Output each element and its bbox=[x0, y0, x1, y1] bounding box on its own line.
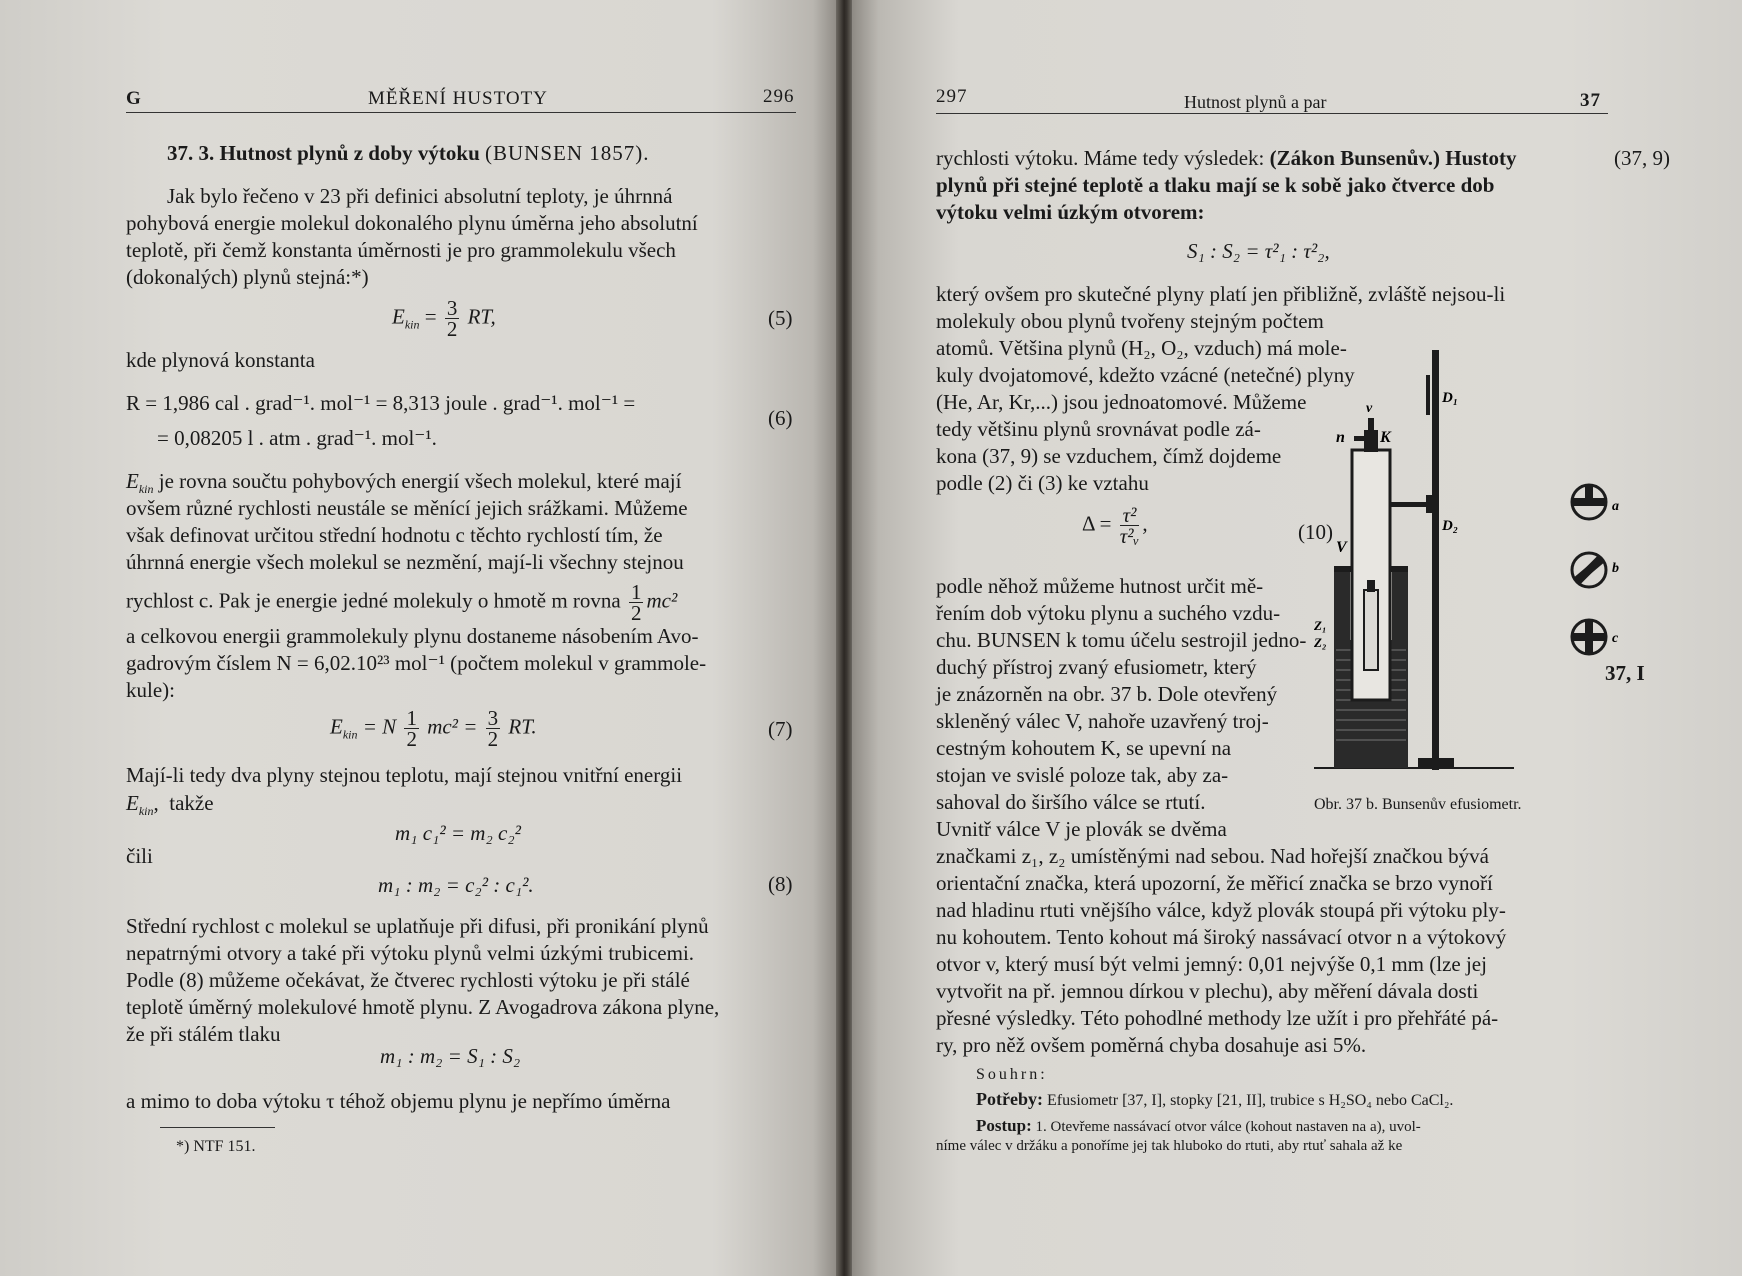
figure-label-z2: Z₂ bbox=[1314, 635, 1327, 650]
para2-line: kule): bbox=[126, 678, 175, 702]
right-page-number: 297 bbox=[936, 86, 968, 107]
right-para4-line: značkami z₁, z₂ umístěnými nad sebou. Nad hořejší značkou bývá bbox=[936, 844, 1489, 868]
equation-9: S₁ : S₂ = τ²₁ : τ²₂, bbox=[1187, 239, 1330, 263]
right-para3-line: podle něhož můžeme hutnost určit mě- bbox=[936, 574, 1264, 598]
law-line: výtoku velmi úzkým otvorem: bbox=[936, 200, 1205, 224]
equation-7: $E_{kin} = N$ $\frac{1}{2}$ mc² = $\frac{3}{2}$ RT. bbox=[330, 706, 537, 751]
right-para4-line: orientační značka, která upozorní, že měřicí značka se brzo vynoří bbox=[936, 871, 1493, 895]
right-para2-line: kuly dvojatomové, kdežto vzácné (netečné) plyny bbox=[936, 363, 1355, 387]
right-para3-line: chu. BUNSEN k tomu účelu sestrojil jedno- bbox=[936, 628, 1307, 652]
para4-line: Podle (8) můžeme očekávat, že čtverec rychlosti výtoku je při stálé bbox=[126, 968, 690, 992]
para3-line: $E_{kin}$, takže bbox=[126, 791, 214, 819]
eq-label-6: (6) bbox=[768, 406, 793, 430]
right-para4-line: ry, pro něž ovšem poměrná chyba dosahuje asi 5%. bbox=[936, 1033, 1367, 1057]
right-para3-line: skleněný válec V, nahoře uzavřený troj- bbox=[936, 709, 1269, 733]
right-para2-line: kona (37, 9) se vzduchem, čímž dojdeme bbox=[936, 444, 1282, 468]
right-para4-line: vytvořit na př. jemnou dírkou v plechu), aby měření dávala dosti bbox=[936, 979, 1479, 1003]
figure-label-k: K bbox=[1380, 429, 1391, 446]
para2-line: však definovat určitou střední hodnotu c těchto rychlostí tím, že bbox=[126, 523, 663, 547]
left-header-letter: G bbox=[126, 88, 142, 109]
left-header-title: MĚŘENÍ HUSTOTY bbox=[368, 88, 548, 109]
right-page bbox=[852, 0, 1742, 1276]
right-para3-line: duchý přístroj zvaný efusiometr, který bbox=[936, 655, 1257, 679]
para2-line: rychlost c. Pak je energie jedné molekuly o hmotě m rovna $\frac{1}{2}$ mc² bbox=[126, 580, 678, 625]
left-header-rule bbox=[126, 112, 796, 113]
left-page-number: 296 bbox=[763, 86, 795, 107]
gas-constant-intro: kde plynová konstanta bbox=[126, 348, 315, 372]
equation-6-line2: = 0,08205 l . atm . grad⁻¹. mol⁻¹. bbox=[157, 426, 437, 450]
para2-line: a celkovou energii grammolekuly plynu dostaneme násobením Avo- bbox=[126, 624, 699, 648]
para2-line: gadrovým číslem N = 6,02.10²³ mol⁻¹ (počtem molekul v grammole- bbox=[126, 651, 707, 675]
figure-label-v: v bbox=[1366, 401, 1373, 416]
right-para2-line: podle (2) či (3) ke vztahu bbox=[936, 471, 1149, 495]
summary-potreby: Potřeby: Efusiometr [37, I], stopky [21, II], trubice s H₂SO₄ nebo CaCl₂. bbox=[976, 1089, 1454, 1109]
right-para2-line: tedy většinu plynů srovnávat podle zá- bbox=[936, 417, 1261, 441]
para1-line: teplotě, při čemž konstanta úměrnosti je pro grammolekulu všech bbox=[126, 238, 676, 262]
summary-postup-line: níme válec v držáku a ponoříme jej tak hluboko do rtuti, aby rtuť sahala až ke bbox=[936, 1138, 1403, 1154]
footnote: *) NTF 151. bbox=[176, 1138, 256, 1155]
summary-postup: Postup: 1. Otevřeme nassávací otvor válce (kohout nastaven na a), uvol- bbox=[976, 1116, 1421, 1135]
right-para4-line: otvor v, který musí být velmi jemný: 0,01 nejvýše 0,1 mm (lze jej bbox=[936, 952, 1487, 976]
section-source: (BUNSEN 1857). bbox=[485, 141, 650, 165]
equation-m: m₁ c₁² = m₂ c₂² bbox=[395, 821, 521, 845]
para2-line: ovšem různé rychlosti neustále se měnící jejich srážkami. Můžeme bbox=[126, 496, 688, 520]
figure-label-d1: D₁ bbox=[1442, 390, 1459, 406]
footnote-rule bbox=[160, 1127, 275, 1128]
summary-heading: Souhrn: bbox=[976, 1066, 1048, 1083]
right-header-rule bbox=[936, 113, 1608, 114]
figure-label-v-cylinder: V bbox=[1336, 539, 1347, 556]
right-para4-line: nad hladinu rtuti vnějšího válce, když plovák stoupá při výtoku ply- bbox=[936, 898, 1506, 922]
valve-position-c-icon bbox=[1572, 620, 1606, 654]
section-number: 37. 3. bbox=[167, 141, 215, 165]
stopcock bbox=[1364, 430, 1378, 452]
left-page bbox=[0, 0, 838, 1276]
float bbox=[1364, 590, 1378, 670]
section-heading bbox=[167, 140, 650, 167]
right-header-title: Hutnost plynů a par bbox=[1184, 92, 1327, 112]
para5-line: a mimo to doba výtoku τ téhož objemu plynu je nepřímo úměrna bbox=[126, 1089, 671, 1113]
right-para3-line: řením dob výtoku plynu a suchého vzdu- bbox=[936, 601, 1281, 625]
right-para3-line: sahoval do širšího válce se rtutí. bbox=[936, 790, 1206, 814]
figure-label-d2: D₂ bbox=[1442, 518, 1459, 534]
equation-6-line1: R = 1,986 cal . grad⁻¹. mol⁻¹ = 8,313 joule . grad⁻¹. mol⁻¹ = bbox=[126, 391, 636, 415]
para4-line: teplotě úměrný molekulové hmotě plynu. Z Avogadrova zákona plyne, bbox=[126, 995, 720, 1019]
para1-line: (dokonalých) plynů stejná:*) bbox=[126, 265, 369, 289]
para4-line: nepatrnými otvory a také při výtoku plynů velmi úzkými trubicemi. bbox=[126, 941, 695, 965]
efusiometer-figure bbox=[1314, 340, 1644, 780]
eq-label-10: (10) bbox=[1298, 520, 1333, 544]
right-para3-line: Uvnitř válce V je plovák se dvěma bbox=[936, 817, 1227, 841]
right-para1: rychlosti výtoku. Máme tedy výsledek: (Zákon Bunsenův.) Hustoty bbox=[936, 146, 1517, 170]
right-para3-line: cestným kohoutem K, se upevní na bbox=[936, 736, 1232, 760]
right-para2-line: který ovšem pro skutečné plyny platí jen přibližně, zvláště nejsou-li bbox=[936, 282, 1506, 306]
para1-line: pohybová energie molekul dokonalého plynu úměrna jeho absolutní bbox=[126, 211, 698, 235]
stand-rod bbox=[1432, 350, 1439, 770]
stand-base bbox=[1418, 758, 1454, 768]
figure-label-z1: Z₁ bbox=[1314, 618, 1327, 633]
right-para2-line: (He, Ar, Kr,...) jsou jednoatomové. Můžeme bbox=[936, 390, 1307, 414]
eq-label-8: (8) bbox=[768, 872, 793, 896]
law-line: plynů při stejné teplotě a tlaku mají se k sobě jako čtverce dob bbox=[936, 173, 1495, 197]
law-reference: (37, 9) bbox=[1614, 146, 1670, 170]
figure-label-a: a bbox=[1612, 499, 1619, 514]
equation-5: $E_{kin}$ = $\frac{3}{2}$ RT, bbox=[392, 296, 496, 341]
equation-8: m₁ : m₂ = c₂² : c₁². bbox=[378, 873, 534, 897]
figure-label-n: n bbox=[1336, 429, 1345, 446]
eq-label-7: (7) bbox=[768, 717, 793, 741]
figure-label-b: b bbox=[1612, 561, 1619, 576]
right-para3-line: stojan ve svislé poloze tak, aby za- bbox=[936, 763, 1229, 787]
eq-label-5: (5) bbox=[768, 306, 793, 330]
para4-line: že při stálém tlaku bbox=[126, 1022, 281, 1046]
right-para2-line: molekuly obou plynů tvořeny stejným počtem bbox=[936, 309, 1324, 333]
cili-text: čili bbox=[126, 844, 153, 868]
right-para4-line: přesné výsledky. Této pohodlné methody lze užít i pro přehřáté pá- bbox=[936, 1006, 1499, 1030]
para2-line: úhrnná energie všech molekul se nezmění, mají-li všechny stejnou bbox=[126, 550, 684, 574]
para2-line: $E_{kin}$ je rovna součtu pohybových energií všech molekul, které mají bbox=[126, 469, 682, 497]
para3-line: Mají-li tedy dva plyny stejnou teplotu, mají stejnou vnitřní energii bbox=[126, 763, 683, 787]
para1-line: Jak bylo řečeno v 23 při definici absolutní teploty, je úhrnná bbox=[167, 184, 673, 208]
right-para2-line: atomů. Většina plynů (H₂, O₂, vzduch) má mole- bbox=[936, 336, 1347, 360]
equation-10: Δ = $\frac{\text{τ²}}{\text{τ²ᵥ}}$ , bbox=[1082, 503, 1148, 548]
right-header-section: 37 bbox=[1580, 90, 1601, 111]
figure-side-label: 37, I bbox=[1605, 661, 1645, 685]
para4-line: Střední rychlost c molekul se uplatňuje při difusi, při pronikání plynů bbox=[126, 914, 709, 938]
valve-position-b-icon bbox=[1572, 553, 1606, 587]
section-title: Hutnost plynů z doby výtoku bbox=[219, 141, 480, 165]
figure-label-c: c bbox=[1612, 631, 1619, 646]
equation-s: m₁ : m₂ = S₁ : S₂ bbox=[380, 1044, 521, 1068]
figure-caption: Obr. 37 b. Bunsenův efusiometr. bbox=[1314, 796, 1522, 813]
right-para4-line: nu kohoutem. Tento kohout má široký nassávací otvor n a výtokový bbox=[936, 925, 1507, 949]
valve-position-a-icon bbox=[1572, 485, 1606, 519]
right-para3-line: je znázorněn na obr. 37 b. Dole otevřený bbox=[936, 682, 1278, 706]
